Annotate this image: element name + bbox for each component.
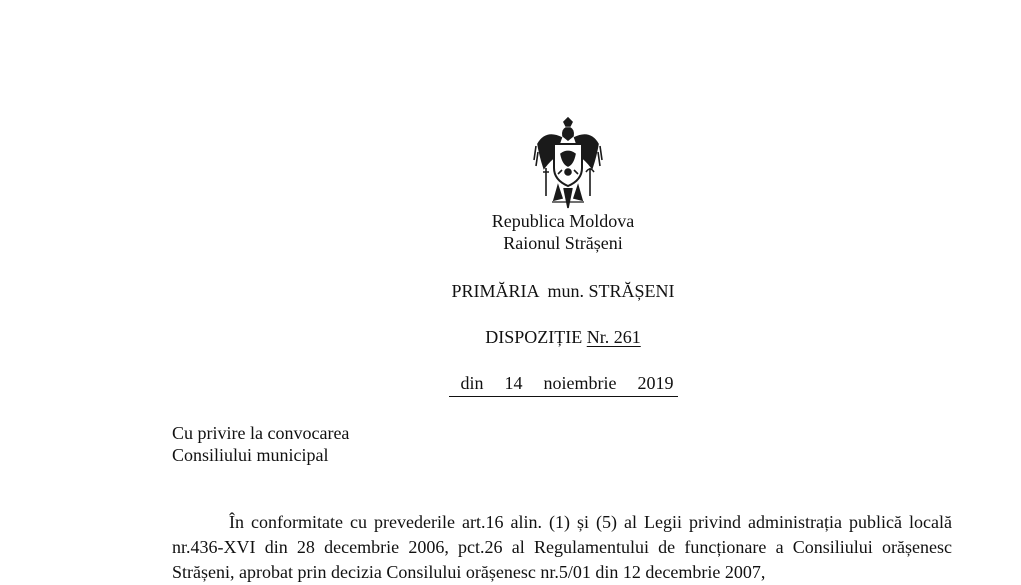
document-title [0, 326, 1021, 348]
date-prefix: din [460, 373, 484, 393]
body-paragraph: În conformitate cu prevederile art.16 alin. (1) și (5) al Legii privind administrația publică locală nr.436-XVI din 28 decembrie 2006, pct.26 al Regulamentului de funcționare a Consiliului orășenesc Strășeni, aprobat prin decizia Consilului orășenesc nr.5/01 din 12 decembrie 2007, [172, 512, 952, 582]
coat-of-arms-icon [528, 116, 608, 212]
country-name: Republica Moldova [491, 211, 635, 231]
subject-line-1: Cu privire la convocarea [172, 423, 350, 443]
document-number: Nr. 261 [586, 327, 641, 347]
document-date [0, 372, 1021, 397]
subject-line-2: Consiliului municipal [172, 445, 329, 465]
document-type: DISPOZIȚIE [485, 327, 583, 347]
body-text [172, 510, 952, 585]
institution-name: PRIMĂRIA mun. STRĂȘENI [451, 281, 675, 301]
date-value: 14 noiembrie 2019 [504, 373, 674, 393]
district-name: Raionul Strășeni [503, 233, 623, 253]
date-underline [449, 372, 678, 397]
